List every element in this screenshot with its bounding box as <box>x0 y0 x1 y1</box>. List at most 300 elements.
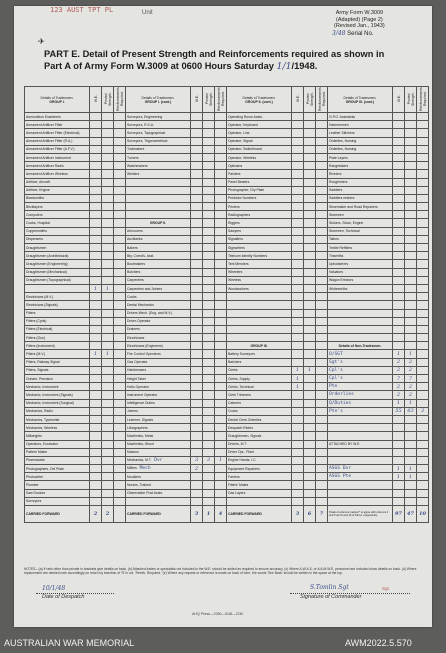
numeric-col-header <box>203 87 215 113</box>
count-cell <box>191 219 203 227</box>
trade-cell: Armament Artificer Fitter (Electrical) <box>25 129 90 137</box>
count-cell <box>203 383 215 391</box>
notes: NOTES—(a) If rank other than private in brackets give details on back. (b) Attached trades or specialists not included in the W.E. should be added as required to ensure accuracy. (c) Where A.W.A.S. or A.A.M.W.S. personnel are included show details on back. (d) Where replacement are desired note accordingly on return by insertion of 'R' in col. 'Reinfs. Required.' (e) Where any request or reference is made on back of form, the words 'See Back' should be written in the space at the top. <box>24 567 417 576</box>
count-cell <box>292 334 304 342</box>
trade-cell: Drivers, M.T. <box>227 440 292 448</box>
count-cell <box>203 366 215 374</box>
count-cell <box>114 137 126 145</box>
count-cell <box>417 399 429 407</box>
count-cell <box>292 489 304 497</box>
count-cell <box>304 301 316 309</box>
count-cell <box>405 317 417 325</box>
count-cell <box>316 235 328 243</box>
count-cell <box>304 375 316 383</box>
count-cell <box>114 481 126 489</box>
count-cell <box>90 211 102 219</box>
count-cell <box>114 186 126 194</box>
table-row <box>25 366 429 374</box>
trade-cell: Wagon Erectors <box>328 276 393 284</box>
count-cell <box>114 456 126 464</box>
trade-cell: Surveyors, Engineering <box>126 113 191 121</box>
count-cell <box>215 350 227 358</box>
trade-cell: Cpl's <box>328 366 393 374</box>
count-cell <box>393 293 405 301</box>
numeric-col-label: Posted Strength. <box>305 92 314 106</box>
count-cell <box>102 375 114 383</box>
trade-cell: Fitters' Mates <box>227 481 292 489</box>
count-cell <box>316 252 328 260</box>
count-cell <box>393 268 405 276</box>
trade-cell: Radiographers <box>227 211 292 219</box>
trade-cell: Telecom Identity Numbers <box>227 252 292 260</box>
handwritten-count: 1 <box>93 285 98 292</box>
trade-cell: Saddlers makers <box>328 194 393 202</box>
count-cell <box>114 219 126 227</box>
count-cell <box>215 113 227 121</box>
trade-cell <box>227 325 292 333</box>
count-cell <box>102 252 114 260</box>
detail-col-label: Details of Tradesmen. <box>40 95 74 100</box>
count-cell <box>191 211 203 219</box>
trade-cell: Clerks, Supply <box>227 375 292 383</box>
trade-cell: Fire Control Operators <box>126 350 191 358</box>
handwritten-count: 2 <box>396 391 401 398</box>
count-cell <box>292 456 304 464</box>
count-cell <box>191 350 203 358</box>
count-cell <box>203 391 215 399</box>
count-cell <box>292 383 304 391</box>
count-cell <box>102 317 114 325</box>
table-row <box>25 325 429 333</box>
count-cell <box>114 342 126 350</box>
trade-cell: Roughriders <box>328 178 393 186</box>
count-cell <box>215 497 227 505</box>
handwritten-count: 2 <box>408 391 413 398</box>
trade-cell: Clerk Trimmers <box>227 391 292 399</box>
count-cell <box>114 276 126 284</box>
count-cell <box>90 153 102 161</box>
count-cell <box>102 268 114 276</box>
count-cell <box>393 317 405 325</box>
count-cell <box>102 211 114 219</box>
count-cell <box>90 342 102 350</box>
count-cell <box>417 415 429 423</box>
count-cell <box>316 309 328 317</box>
count-cell <box>405 407 417 415</box>
count-cell <box>292 186 304 194</box>
count-cell <box>114 448 126 456</box>
trade-cell: Machinists, Wood <box>126 440 191 448</box>
count-cell <box>90 276 102 284</box>
trade-cell: Sawyers <box>227 227 292 235</box>
count-cell <box>90 235 102 243</box>
count-cell <box>203 415 215 423</box>
total-count <box>304 506 316 523</box>
trade-cell: Q/Duties <box>328 399 393 407</box>
handwritten-count: 1 <box>93 351 98 358</box>
count-cell <box>417 407 429 415</box>
count-cell <box>417 448 429 456</box>
count-cell <box>215 244 227 252</box>
trade-cell: Fitters, Railway Signal <box>25 358 90 366</box>
count-cell <box>405 211 417 219</box>
count-cell <box>405 391 417 399</box>
count-cell <box>417 358 429 366</box>
despatch-label: Date of Despatch <box>42 594 85 600</box>
count-cell <box>316 137 328 145</box>
count-cell <box>203 440 215 448</box>
count-cell <box>191 293 203 301</box>
trade-cell: Rangetakers <box>328 162 393 170</box>
trade-cell: Carpenters and Joiners <box>126 284 191 292</box>
count-cell <box>292 293 304 301</box>
count-cell <box>304 153 316 161</box>
count-cell <box>316 497 328 505</box>
table-row <box>25 309 429 317</box>
table-row <box>25 383 429 391</box>
count-cell <box>405 235 417 243</box>
count-cell <box>114 440 126 448</box>
trade-cell: Armament Artificer Instrument <box>25 153 90 161</box>
count-cell <box>215 211 227 219</box>
trade-cell: Mechanics, M.T. Dvr <box>126 456 191 464</box>
trade-cell: Masons <box>126 448 191 456</box>
count-cell <box>102 194 114 202</box>
count-cell <box>191 366 203 374</box>
count-cell <box>417 186 429 194</box>
total-count <box>405 506 417 523</box>
count-cell <box>405 170 417 178</box>
count-cell <box>393 358 405 366</box>
count-cell <box>304 334 316 342</box>
trade-cell: Batchers <box>227 358 292 366</box>
trade-cell: Pte <box>328 383 393 391</box>
trade-cell: Pharmacists <box>25 456 90 464</box>
count-cell <box>417 481 429 489</box>
page-title <box>44 48 384 73</box>
count-cell <box>292 121 304 129</box>
count-cell <box>90 293 102 301</box>
trade-cell: Nurses, Trained <box>126 481 191 489</box>
trade-cell: Armament Artificer Fitter <box>25 121 90 129</box>
count-cell <box>90 473 102 481</box>
count-cell <box>114 121 126 129</box>
count-cell <box>114 325 126 333</box>
count-cell <box>304 415 316 423</box>
count-cell <box>304 194 316 202</box>
totals-row <box>25 506 429 523</box>
numeric-col-label: Reinforcements Required. <box>216 87 225 111</box>
trade-cell: Artificer, Aircraft <box>25 178 90 186</box>
count-cell <box>102 448 114 456</box>
count-cell <box>203 211 215 219</box>
trade-cell: Hammermen <box>328 121 393 129</box>
trade-cell: Cpl's <box>328 375 393 383</box>
group-header <box>126 87 191 113</box>
count-cell <box>405 473 417 481</box>
trade-cell: Armament Artificer Radio <box>25 162 90 170</box>
handwritten-count: 2 <box>408 367 413 374</box>
count-cell <box>191 227 203 235</box>
count-cell <box>90 325 102 333</box>
trade-cell: Stokers, Stock, Engine <box>328 219 393 227</box>
count-cell <box>203 268 215 276</box>
handwritten-count: 1 <box>408 465 413 472</box>
count-cell <box>417 219 429 227</box>
count-cell <box>405 137 417 145</box>
count-cell <box>304 260 316 268</box>
count-cell <box>393 448 405 456</box>
handwritten-total: 47 <box>407 511 414 517</box>
handwritten-total: 2 <box>93 511 98 517</box>
count-cell <box>393 407 405 415</box>
trade-cell: Farriers <box>227 473 292 481</box>
handwritten-count: 1 <box>396 400 401 407</box>
trade-cell <box>328 432 393 440</box>
trade-cell: Pte's <box>328 407 393 415</box>
trade-cell: O/SGT <box>328 350 393 358</box>
trade-cell: Ammunition Examiners <box>25 113 90 121</box>
trade-cell <box>227 334 292 342</box>
numeric-col-label: Posted Strength. <box>103 92 112 106</box>
trade-cell: Turners <box>126 153 191 161</box>
count-cell <box>203 284 215 292</box>
count-cell <box>316 162 328 170</box>
group-label: GROUP III. (cont.) <box>345 99 375 104</box>
trade-cell: Electricians <box>126 334 191 342</box>
count-cell <box>114 465 126 473</box>
count-cell <box>102 424 114 432</box>
trade-cell: Bty. Comd's. Asst. <box>126 252 191 260</box>
count-cell <box>393 432 405 440</box>
count-cell <box>203 448 215 456</box>
count-cell <box>114 252 126 260</box>
count-cell <box>417 276 429 284</box>
count-cell <box>191 113 203 121</box>
count-cell <box>417 227 429 235</box>
count-cell <box>405 162 417 170</box>
count-cell <box>114 145 126 153</box>
trade-cell: Panel Beaters <box>227 178 292 186</box>
count-cell <box>393 219 405 227</box>
count-cell <box>417 301 429 309</box>
count-cell <box>292 178 304 186</box>
trade-cell: Sgt's <box>328 358 393 366</box>
count-cell <box>203 219 215 227</box>
count-cell <box>393 481 405 489</box>
title-time: 0600 <box>181 61 203 71</box>
table-row <box>25 399 429 407</box>
count-cell <box>215 137 227 145</box>
count-cell <box>102 121 114 129</box>
count-cell <box>316 366 328 374</box>
count-cell <box>393 284 405 292</box>
count-cell <box>90 227 102 235</box>
table-row <box>25 121 429 129</box>
count-cell <box>304 424 316 432</box>
numeric-col-header <box>102 87 114 113</box>
count-cell <box>405 194 417 202</box>
count-cell <box>417 317 429 325</box>
count-cell <box>393 325 405 333</box>
count-cell <box>393 170 405 178</box>
handwritten-count: 1 <box>105 285 110 292</box>
trade-cell: Welders <box>126 170 191 178</box>
trade-cell: Gas Layers <box>227 489 292 497</box>
count-cell <box>90 375 102 383</box>
count-cell <box>215 153 227 161</box>
count-cell <box>114 227 126 235</box>
trade-cell: ASGS Pte <box>328 473 393 481</box>
count-cell <box>417 162 429 170</box>
count-cell <box>405 113 417 121</box>
count-cell <box>405 440 417 448</box>
count-cell <box>90 440 102 448</box>
count-cell <box>304 203 316 211</box>
group-label: GROUP II. (cont.) <box>245 99 273 104</box>
count-cell <box>405 145 417 153</box>
trade-cell <box>227 309 292 317</box>
trade-cell: Lithographers <box>126 424 191 432</box>
count-cell <box>215 170 227 178</box>
count-cell <box>292 440 304 448</box>
count-cell <box>114 113 126 121</box>
table-row <box>25 497 429 505</box>
count-cell <box>405 342 417 350</box>
count-cell <box>405 203 417 211</box>
trade-cell: Riggers <box>227 219 292 227</box>
count-cell <box>90 244 102 252</box>
count-cell <box>304 268 316 276</box>
count-cell <box>215 375 227 383</box>
count-cell <box>316 342 328 350</box>
count-cell <box>215 358 227 366</box>
handwritten-total: 2 <box>105 511 110 517</box>
count-cell <box>102 284 114 292</box>
count-cell <box>304 325 316 333</box>
count-cell <box>393 162 405 170</box>
count-cell <box>405 366 417 374</box>
count-cell <box>215 162 227 170</box>
trade-cell: Clerks, Technical <box>227 383 292 391</box>
count-cell <box>203 153 215 161</box>
count-cell <box>215 432 227 440</box>
trade-cell: Fitters <box>25 309 90 317</box>
trade-cell: Details of Non-Tradesmen. <box>328 342 393 350</box>
trade-cell <box>227 317 292 325</box>
count-cell <box>405 448 417 456</box>
count-cell <box>203 358 215 366</box>
trade-cell: Blacksmiths <box>25 194 90 202</box>
count-cell <box>203 145 215 153</box>
trade-cell: Gas Operator <box>126 358 191 366</box>
table-row <box>25 391 429 399</box>
count-cell <box>417 137 429 145</box>
count-cell <box>292 415 304 423</box>
count-cell <box>102 366 114 374</box>
count-cell <box>393 399 405 407</box>
count-cell <box>215 129 227 137</box>
table-row <box>25 186 429 194</box>
handwritten-note: Dvr <box>151 457 163 463</box>
count-cell <box>102 178 114 186</box>
count-cell <box>417 325 429 333</box>
trade-cell: Armament Artificer Wireless <box>25 170 90 178</box>
table-row <box>25 358 429 366</box>
count-cell <box>405 309 417 317</box>
count-cell <box>102 481 114 489</box>
trade-cell: Mechanic, Instrument (Surgical) <box>25 399 90 407</box>
count-cell <box>203 293 215 301</box>
count-cell <box>316 424 328 432</box>
count-cell <box>191 358 203 366</box>
handwritten-count: 1 <box>408 351 413 358</box>
trade-cell: Predictor Numbers <box>227 194 292 202</box>
trade-cell: Storemen <box>328 211 393 219</box>
trade-cell: Cooks <box>227 407 292 415</box>
count-cell <box>191 186 203 194</box>
emblem-icon: ✈ <box>38 37 45 46</box>
count-cell <box>102 383 114 391</box>
count-cell <box>90 334 102 342</box>
count-cell <box>417 293 429 301</box>
numeric-col-label: W.E. <box>93 95 98 103</box>
count-cell <box>393 178 405 186</box>
count-cell <box>102 186 114 194</box>
strength-table <box>24 86 429 523</box>
count-cell <box>304 448 316 456</box>
count-cell <box>114 334 126 342</box>
count-cell <box>316 121 328 129</box>
count-cell <box>304 252 316 260</box>
count-cell <box>405 358 417 366</box>
count-cell <box>393 276 405 284</box>
credit-accession: AWM2022.5.570 <box>345 638 412 648</box>
count-cell <box>114 350 126 358</box>
trade-cell: Electricians (Signals) <box>25 301 90 309</box>
count-cell <box>215 252 227 260</box>
trade-cell: Armourers <box>126 227 191 235</box>
count-cell <box>304 113 316 121</box>
trade-cell: Driver-Operator <box>126 317 191 325</box>
count-cell <box>316 383 328 391</box>
count-cell <box>114 211 126 219</box>
serial-label: Serial No. <box>347 31 374 37</box>
count-cell <box>316 432 328 440</box>
count-cell <box>203 465 215 473</box>
trade-cell <box>328 415 393 423</box>
count-cell <box>90 145 102 153</box>
count-cell <box>90 465 102 473</box>
count-cell <box>203 129 215 137</box>
total-count <box>90 506 102 523</box>
count-cell <box>316 178 328 186</box>
handwritten-count: 1 <box>396 473 401 480</box>
trade-cell: Bakers <box>126 244 191 252</box>
count-cell <box>215 342 227 350</box>
trade-cell: Armament Artificer Fitter (R.A.) <box>25 137 90 145</box>
trade-cell: Cooks, Hospital <box>25 219 90 227</box>
numeric-col-label: Reinforcements Required. <box>115 87 124 111</box>
carried-forward-label: CARRIED FORWARD <box>227 506 292 523</box>
count-cell <box>417 178 429 186</box>
trade-cell: Upholsterers <box>328 260 393 268</box>
count-cell <box>114 268 126 276</box>
count-cell <box>114 383 126 391</box>
count-cell <box>203 399 215 407</box>
trade-cell: Dental Clerk Orderlies <box>227 415 292 423</box>
count-cell <box>316 317 328 325</box>
